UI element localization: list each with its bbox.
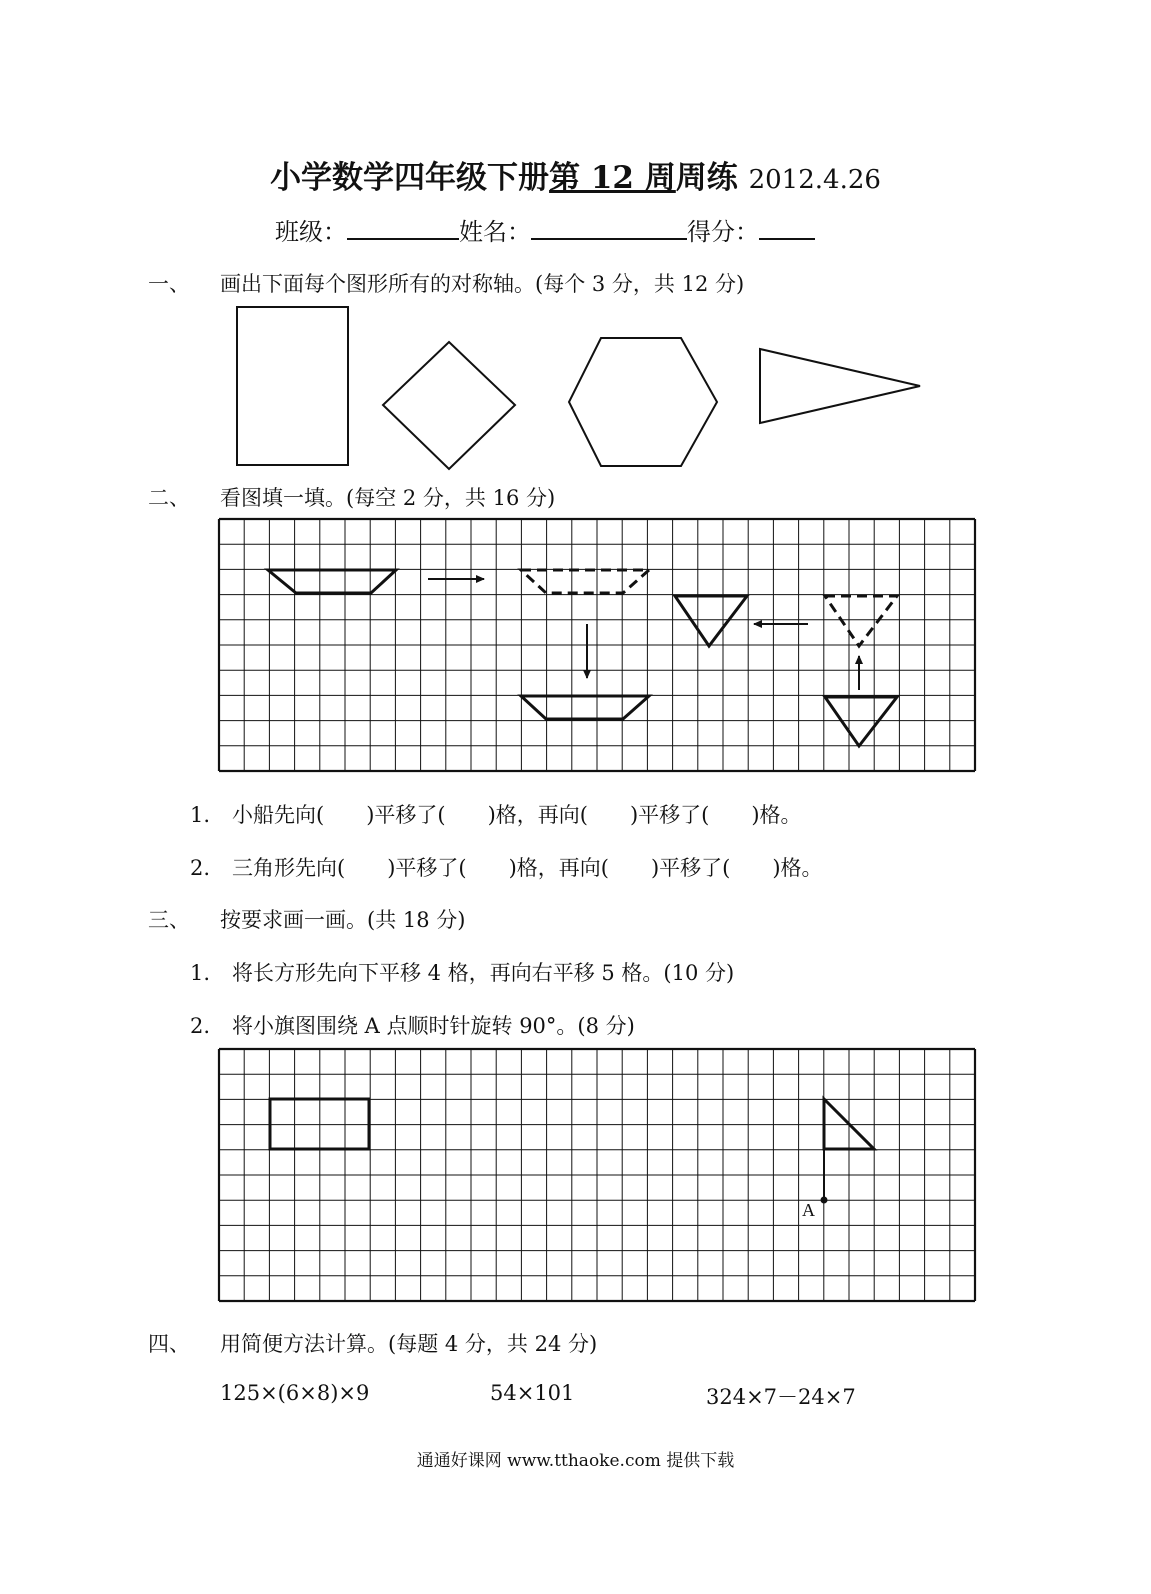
- title-suffix: 周练: [675, 160, 738, 196]
- calc-expression-1: 125×(6×8)×9: [220, 1381, 370, 1405]
- question-3-text: 按要求画一画。(共 18 分): [220, 908, 466, 932]
- calc-expression-2: 54×101: [490, 1381, 575, 1405]
- q3-point-a: [821, 1197, 828, 1204]
- name-label: 姓名：: [459, 218, 531, 246]
- footer-credit: 通通好课网 www.tthaoke.com 提供下载: [416, 1451, 735, 1471]
- question-3-number: 三、: [148, 908, 190, 932]
- q1-triangle: [760, 349, 920, 423]
- q2-triangle-final: [675, 596, 747, 646]
- title-prefix: 小学数学四年级下册: [270, 160, 550, 196]
- question-4-text: 用简便方法计算。(每题 4 分，共 24 分): [220, 1332, 598, 1356]
- q3-point-a-label: A: [802, 1200, 815, 1220]
- score-label: 得分：: [687, 218, 759, 246]
- question-1-number: 一、: [148, 272, 190, 296]
- calc-expression-3: 324×7－24×7: [706, 1385, 856, 1409]
- title-week: 第 12 周: [549, 160, 676, 196]
- q1-square-diamond: [383, 342, 515, 469]
- question-1-text: 画出下面每个图形所有的对称轴。(每个 3 分，共 12 分): [220, 272, 745, 296]
- question-4-number: 四、: [148, 1332, 190, 1356]
- question-2-item-1: 1. 小船先向( )平移了( )格，再向( )平移了( )格。: [190, 803, 802, 827]
- title-date: 2012.4.26: [748, 165, 881, 195]
- question-2-number: 二、: [148, 486, 190, 510]
- q2-boat-original: [268, 570, 396, 593]
- question-3-item-1: 1. 将长方形先向下平移 4 格，再向右平移 5 格。(10 分): [190, 961, 735, 985]
- question-2-text: 看图填一填。(每空 2 分，共 16 分): [220, 486, 556, 510]
- question-2-item-2: 2. 三角形先向( )平移了( )格，再向( )平移了( )格。: [190, 856, 823, 880]
- class-label: 班级：: [275, 218, 347, 246]
- question-3-item-2: 2. 将小旗图围绕 A 点顺时针旋转 90°。(8 分): [190, 1014, 635, 1038]
- q1-rectangle: [237, 307, 348, 465]
- q2-triangle-original: [825, 697, 897, 746]
- q3-grid: [219, 1049, 975, 1301]
- q2-boat-moved: [521, 696, 649, 719]
- q2-boat-dashed: [521, 570, 649, 593]
- q2-triangle-dashed: [825, 596, 897, 646]
- q1-hexagon: [569, 338, 717, 466]
